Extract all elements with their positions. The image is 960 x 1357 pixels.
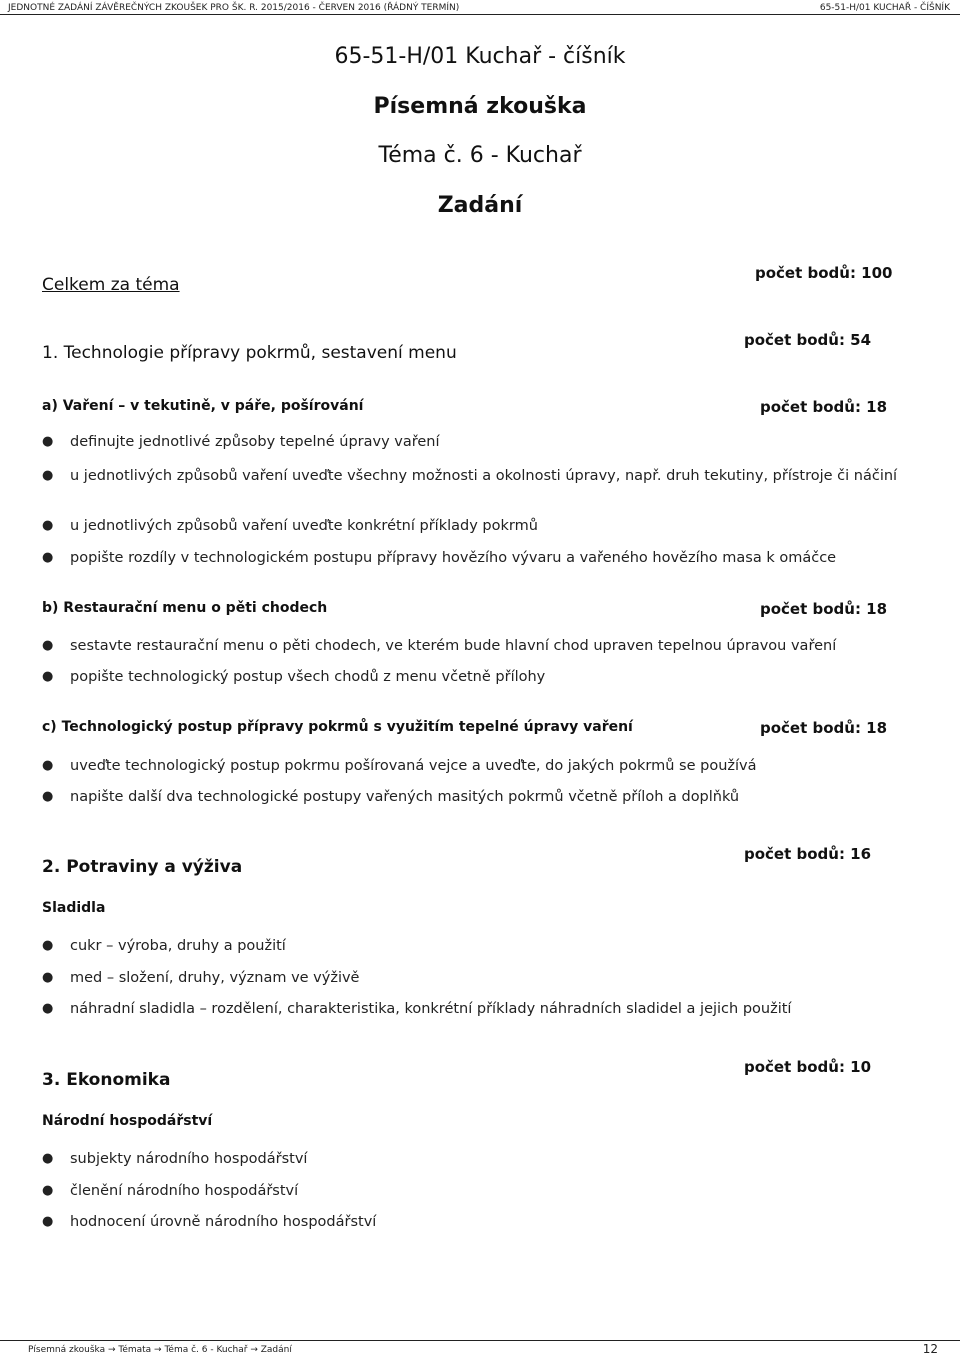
total-label: Celkem za téma xyxy=(42,275,180,295)
bullet-icon: ● xyxy=(42,938,54,953)
document-code-title: 65-51-H/01 Kuchař - číšník xyxy=(334,44,626,69)
header-divider xyxy=(0,14,960,15)
bullet-icon: ● xyxy=(42,518,54,533)
footer-divider xyxy=(0,1340,960,1341)
section2-points: počet bodů: 16 xyxy=(744,845,872,863)
section2-subtitle: Sladidla xyxy=(42,900,106,916)
section1c-points: počet bodů: 18 xyxy=(760,719,888,737)
section1-points: počet bodů: 54 xyxy=(744,331,872,349)
bullet-icon: ● xyxy=(42,468,54,483)
bullet-icon: ● xyxy=(42,1151,54,1166)
theme-title: Téma č. 6 - Kuchař xyxy=(378,143,582,168)
section3-points: počet bodů: 10 xyxy=(744,1058,872,1076)
bullet-icon: ● xyxy=(42,1214,54,1229)
bullet-icon: ● xyxy=(42,550,54,565)
page-header-right: 65-51-H/01 KUCHAŘ - ČÍŠNÍK xyxy=(819,3,950,13)
section1a-points: počet bodů: 18 xyxy=(760,398,888,416)
section1b-points: počet bodů: 18 xyxy=(760,600,888,618)
bullet-icon: ● xyxy=(42,970,54,985)
section1b-title: b) Restaurační menu o pěti chodech xyxy=(42,600,328,616)
section2-title: 2. Potraviny a výživa xyxy=(42,857,243,877)
total-points: počet bodů: 100 xyxy=(755,264,893,282)
bullet-icon: ● xyxy=(42,638,54,653)
page-number: 12 xyxy=(922,1342,938,1356)
section1a-title: a) Vaření – v tekutině, v páře, pošírování xyxy=(42,398,364,414)
bullet-icon: ● xyxy=(42,1001,54,1016)
section1c-title: c) Technologický postup přípravy pokrmů s využitím tepelné úpravy vaření xyxy=(42,719,633,735)
page-header-left: JEDNOTNÉ ZADÁNÍ ZÁVĚREČNÝCH ZKOUŠEK PRO ŠK. R. 2015/2016 - ČERVEN 2016 (ŘÁDNÝ TERMÍN) xyxy=(8,3,460,13)
bullet-icon: ● xyxy=(42,1183,54,1198)
bullet-icon: ● xyxy=(42,434,54,449)
bullet-icon: ● xyxy=(42,669,54,684)
exam-title: Písemná zkouška xyxy=(373,94,587,119)
bullet-icon: ● xyxy=(42,789,54,804)
bullet-icon: ● xyxy=(42,758,54,773)
assignment-title: Zadání xyxy=(437,193,523,218)
footer-breadcrumb: Písemná zkouška → Témata → Téma č. 6 - Kuchař → Zadání xyxy=(28,1345,292,1355)
section3-title: 3. Ekonomika xyxy=(42,1070,171,1090)
section1-title: 1. Technologie přípravy pokrmů, sestavení menu xyxy=(42,343,457,363)
section3-subtitle: Národní hospodářství xyxy=(42,1113,213,1129)
